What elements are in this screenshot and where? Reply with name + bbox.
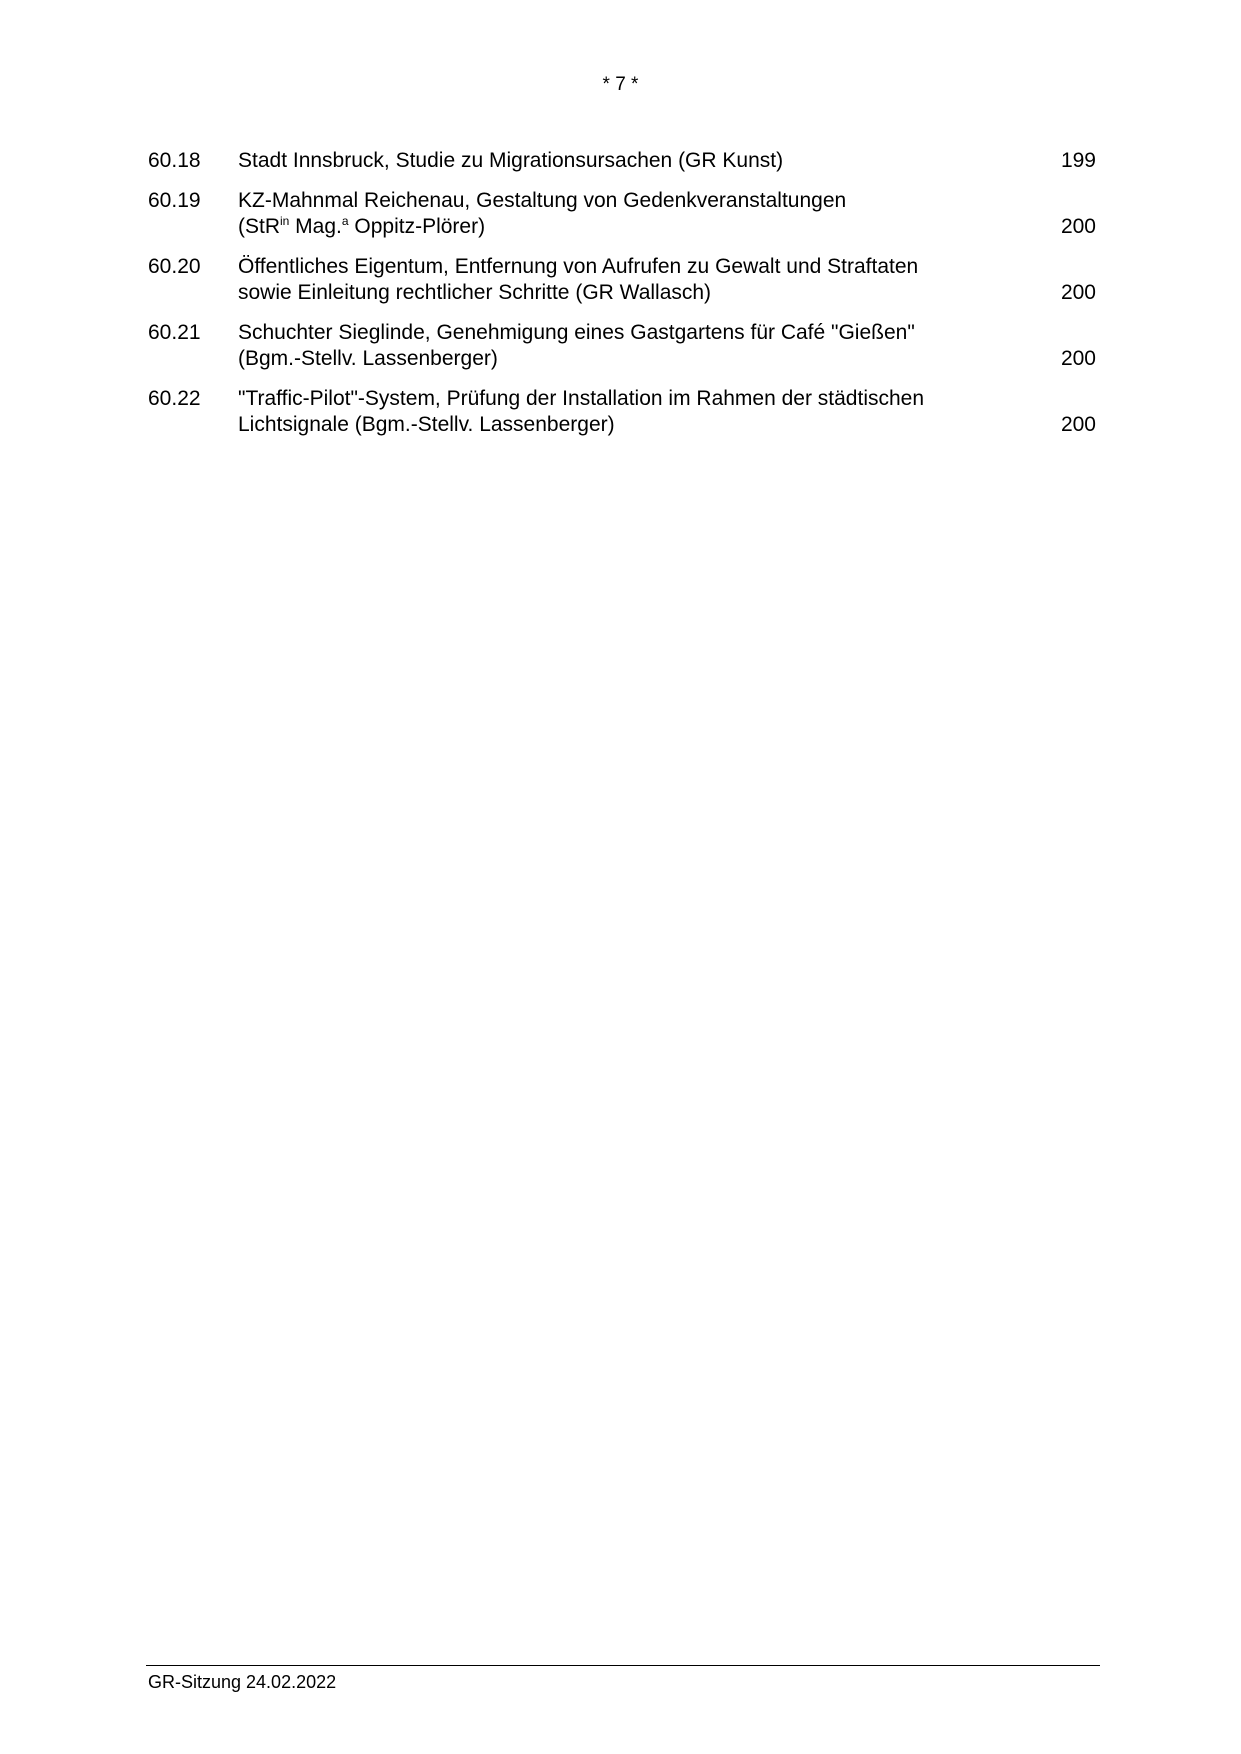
superscript: in [280,214,290,228]
toc-entry-title [238,386,1096,438]
toc-entry-number: 60.18 [148,149,201,172]
toc-entry-title-line: Schuchter Sieglinde, Genehmigung eines Gastgartens für Café "Gießen" [238,321,915,344]
toc-entry-number: 60.21 [148,321,201,344]
toc-entry-title-line: "Traffic-Pilot"-System, Prüfung der Installation im Rahmen der städtischen [238,387,925,410]
page-number: * 7 * [602,74,639,95]
toc-entry-title-line: sowie Einleitung rechtlicher Schritte (GR Wallasch) [238,281,712,304]
toc-entry-60-22 [148,386,1096,438]
toc-entry-page: 199 [1060,149,1096,172]
toc-entry-number: 60.20 [148,255,201,278]
toc-entry-title-line: (Bgm.-Stellv. Lassenberger) [238,347,498,370]
footer-divider [146,1665,1100,1666]
toc-entry-title [238,254,1096,306]
title-text-part: Oppitz-Plörer) [348,215,486,238]
title-text-part: (StR [238,215,280,238]
title-text-part: Mag. [289,215,342,238]
toc-entry-page: 200 [1060,347,1096,370]
toc-entry-title-line: KZ-Mahnmal Reichenau, Gestaltung von Gedenkveranstaltungen [238,189,847,212]
toc-entry-number: 60.22 [148,387,201,410]
toc-entry-page: 200 [1060,281,1096,304]
toc-entry-title [238,148,1096,174]
superscript: a [341,214,349,228]
toc-entry-60-18 [148,148,1096,174]
footer-text: GR-Sitzung 24.02.2022 [148,1672,337,1692]
toc-entry-title-line [238,214,1006,240]
toc-entry-title-line: Öffentliches Eigentum, Entfernung von Aufrufen zu Gewalt und Straftaten [238,255,919,278]
toc-entry-page: 200 [1060,215,1096,238]
toc-entry-number: 60.19 [148,189,201,212]
table-of-contents [148,148,1096,452]
toc-entry-60-20 [148,254,1096,306]
toc-entry-page: 200 [1060,413,1096,436]
toc-entry-title-line: Stadt Innsbruck, Studie zu Migrationsursachen (GR Kunst) [238,149,784,172]
toc-entry-60-19 [148,188,1096,240]
toc-entry-title [238,188,1096,240]
toc-entry-title-line: Lichtsignale (Bgm.-Stellv. Lassenberger) [238,413,615,436]
toc-entry-60-21 [148,320,1096,372]
toc-entry-title [238,320,1096,372]
